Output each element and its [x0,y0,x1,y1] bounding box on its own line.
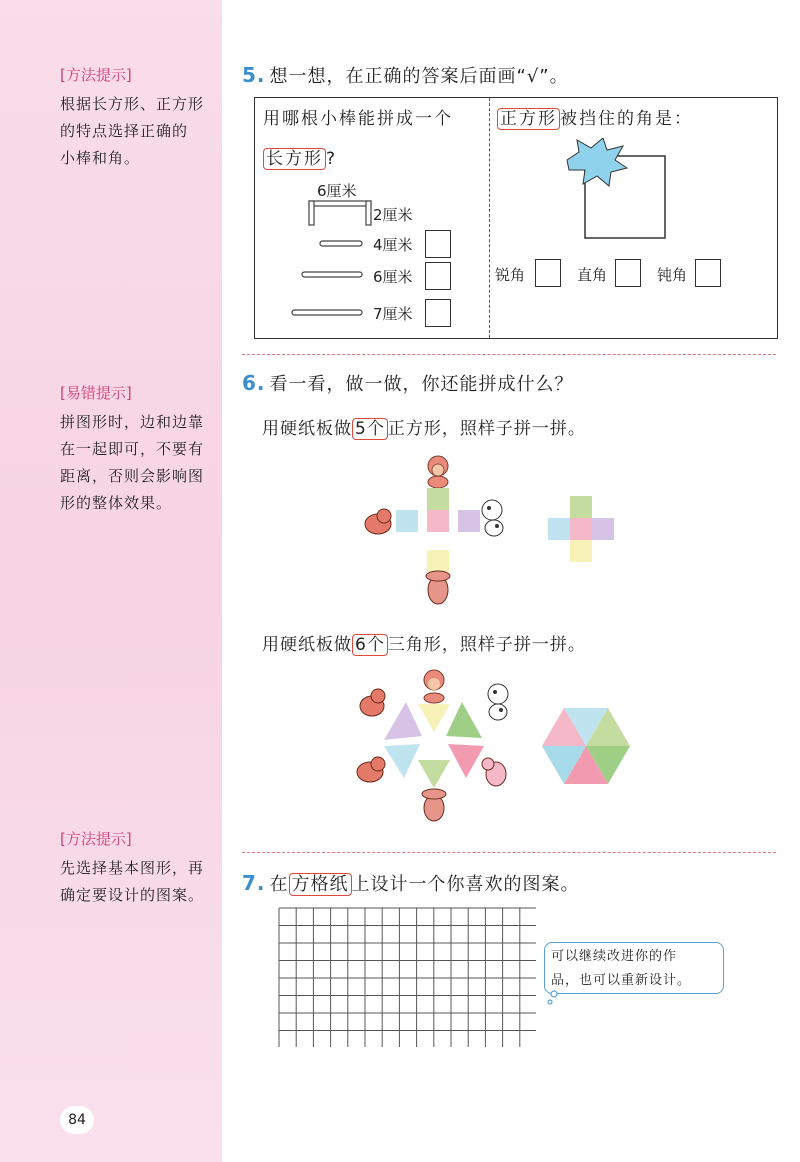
question-prompt: 想一想，在正确的答案后面画“√”。 [269,66,569,87]
obtuse-angle-checkbox[interactable] [695,259,721,287]
pink-dog-icon [482,758,506,786]
method-tip-2 [60,826,220,909]
left-question-line: 用哪根小棒能拼成一个 [263,109,453,129]
bubble-line: 品，也可以重新设计。 [551,973,692,988]
tip-line: 根据长方形、正方形 [60,95,205,113]
puppy-icon [426,571,450,604]
squares-cross-pattern [546,494,618,566]
stick-4cm-icon [319,239,363,249]
angle-label: 钝角 [657,266,688,284]
square-top [427,488,449,510]
count-highlight: 6个 [352,634,388,656]
dog-icon-left [360,689,385,716]
instruction-text: 用硬纸板做 [262,635,352,655]
rectangle-highlight: 长方形 [263,148,326,170]
section-divider [242,852,776,853]
right-question-line [497,104,693,129]
stick-6cm-icon [301,270,363,280]
option-4cm-checkbox[interactable] [425,230,451,258]
triangle-top-right [446,702,482,738]
puppy-icon [422,789,446,821]
tip-line: 小棒和角。 [60,149,141,167]
tip-title: [方法提示] [60,830,132,848]
angle-label: 锐角 [495,266,526,284]
square-left [396,510,418,532]
section-divider [242,354,776,355]
question-5-box [254,97,778,339]
page-number: 84 [60,1106,94,1134]
question-prompt: 在 [269,874,289,895]
bubble-line: 可以继续改进你的作 [551,949,678,964]
right-question-text: 被挡住的角是： [560,109,693,129]
stick-top-label: 6厘米 [317,182,357,200]
stick-frame-icon [305,198,375,228]
dog-icon [482,500,503,536]
dashed-divider [489,98,490,338]
hidden-square-icon [565,138,685,242]
hint-bubble [544,942,724,994]
stick-7cm-icon [291,308,363,318]
bubble-tail-icon [546,990,566,1008]
tip-line: 先选择基本图形，再 [60,859,205,877]
cat-icon [357,757,385,782]
squares-cross-with-animals [360,452,520,612]
tip-line: 距离，否则会影响图 [60,467,205,485]
square-right [458,510,480,532]
cat-icon [365,509,391,534]
instruction-text: 三角形，照样子拼一拼。 [387,635,586,655]
tip-line: 确定要设计的图案。 [60,886,205,904]
question-mark: ? [326,149,338,169]
question-prompt: 上设计一个你喜欢的图案。 [351,874,580,895]
question-number: 6. [242,371,266,395]
dalmatian-icon [488,684,508,720]
triangle-top [418,704,450,732]
acute-angle-checkbox[interactable] [535,259,561,287]
angle-label: 直角 [577,266,608,284]
question-number: 5. [242,63,266,87]
tip-line: 的特点选择正确的 [60,122,189,140]
option-6cm-checkbox[interactable] [425,262,451,290]
square-bottom [427,550,449,572]
left-question-line-2 [263,144,337,169]
triangle-top-left [384,702,422,740]
error-tip [60,380,220,517]
option-label: 6厘米 [373,268,413,286]
question-number: 7. [242,871,266,895]
triangle-bottom-left [384,744,420,778]
square-highlight: 正方形 [497,108,560,130]
question-7-title [242,870,580,896]
sidebar-panel [0,0,222,1162]
stick-side-label: 2厘米 [373,206,413,224]
hexagon-pattern [540,706,632,788]
tip-title: [易错提示] [60,384,132,402]
monkey-icon [428,456,448,488]
tip-line: 在一起即可，不要有 [60,440,205,458]
grid-paper[interactable] [278,907,536,1047]
instruction-text: 正方形，照样子拼一拼。 [387,419,586,439]
square-center [427,510,449,532]
question-6-title [242,370,574,396]
right-angle-checkbox[interactable] [615,259,641,287]
tip-title: [方法提示] [60,66,132,84]
instruction-triangles [262,630,586,655]
tip-line: 形的整体效果。 [60,494,173,512]
grid-paper-highlight: 方格纸 [289,873,352,896]
option-label: 4厘米 [373,236,413,254]
method-tip-1 [60,62,220,172]
question-5-title [242,62,569,88]
triangles-with-animals [354,668,514,824]
triangle-bottom-right [448,744,484,778]
count-highlight: 5个 [352,418,388,440]
question-prompt: 看一看，做一做，你还能拼成什么？ [269,374,574,395]
instruction-squares [262,414,586,439]
instruction-text: 用硬纸板做 [262,419,352,439]
option-label: 7厘米 [373,305,413,323]
option-7cm-checkbox[interactable] [425,299,451,327]
monkey-icon [424,670,444,703]
tip-line: 拼图形时，边和边靠 [60,413,205,431]
triangle-bottom [418,760,450,788]
